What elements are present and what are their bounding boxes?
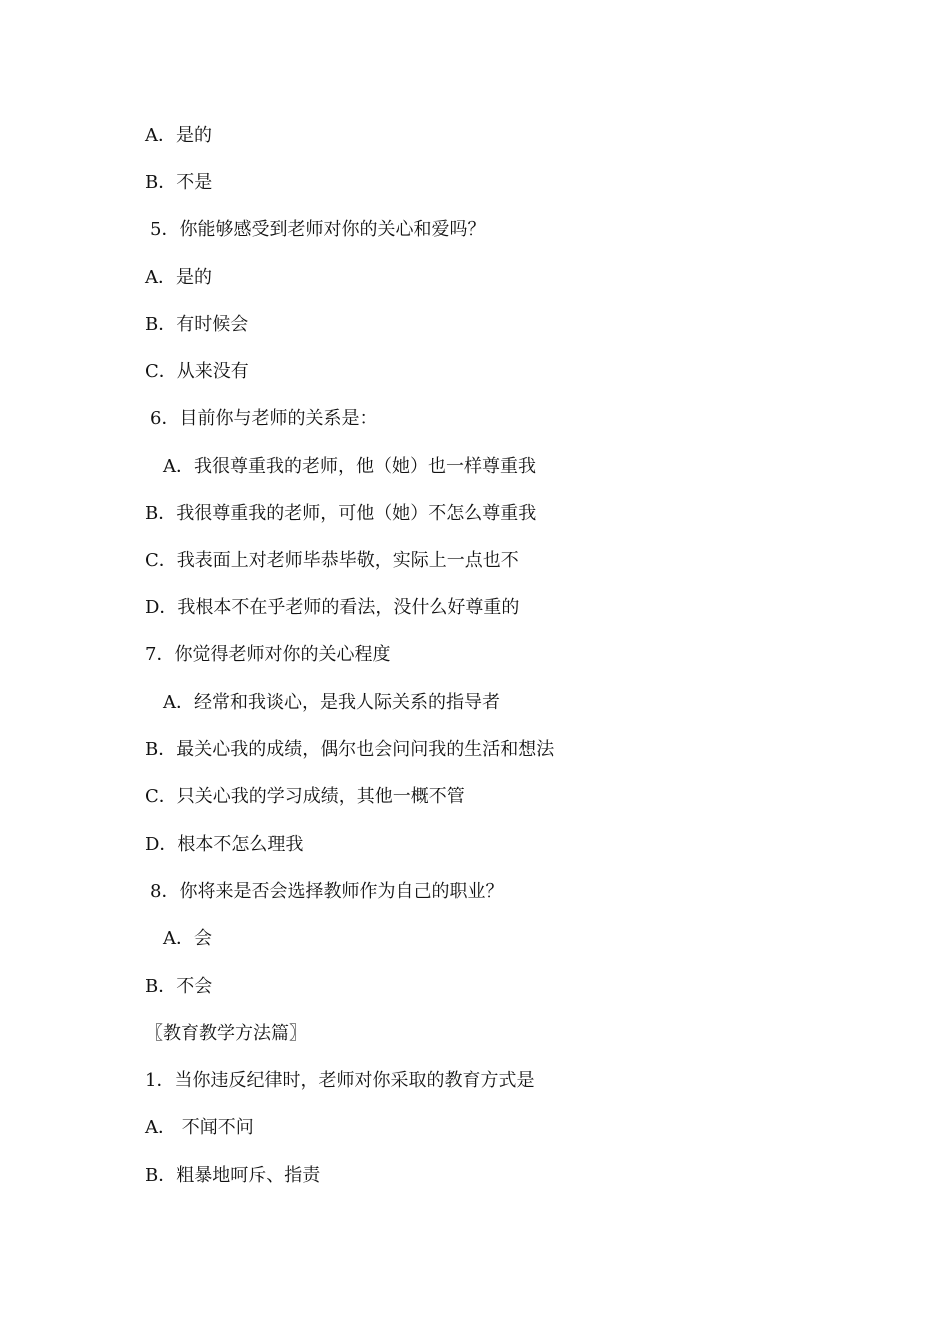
- question-line: 6．目前你与老师的关系是：: [150, 408, 378, 429]
- option-line: B．有时候会: [145, 314, 249, 335]
- option-line: A．会: [163, 928, 212, 949]
- option-line: A． 不闻不问: [145, 1117, 254, 1138]
- option-line: C．只关心我的学习成绩，其他一概不管: [145, 786, 465, 807]
- option-line: B．粗暴地呵斥、指责: [145, 1165, 321, 1186]
- option-line: D．根本不怎么理我: [145, 834, 304, 855]
- section-heading: 〖教育教学方法篇〗: [145, 1023, 307, 1044]
- option-line: A．是的: [145, 267, 212, 288]
- option-line: A．是的: [145, 125, 212, 146]
- question-line: 7．你觉得老师对你的关心程度: [145, 644, 391, 665]
- question-line: 5．你能够感受到老师对你的关心和爱吗？: [150, 219, 486, 240]
- question-line: 8．你将来是否会选择教师作为自己的职业？: [150, 881, 504, 902]
- option-line: D．我根本不在乎老师的看法，没什么好尊重的: [145, 597, 520, 618]
- option-line: A．我很尊重我的老师，他（她）也一样尊重我: [163, 456, 536, 477]
- option-line: B．我很尊重我的老师，可他（她）不怎么尊重我: [145, 503, 537, 524]
- option-line: A．经常和我谈心，是我人际关系的指导者: [163, 692, 500, 713]
- question-line: 1．当你违反纪律时，老师对你采取的教育方式是: [145, 1070, 535, 1091]
- option-line: B．不是: [145, 172, 213, 193]
- option-line: C．从来没有: [145, 361, 249, 382]
- option-line: B．不会: [145, 976, 213, 997]
- option-line: C．我表面上对老师毕恭毕敬，实际上一点也不: [145, 550, 519, 571]
- option-line: B．最关心我的成绩，偶尔也会问问我的生活和想法: [145, 739, 555, 760]
